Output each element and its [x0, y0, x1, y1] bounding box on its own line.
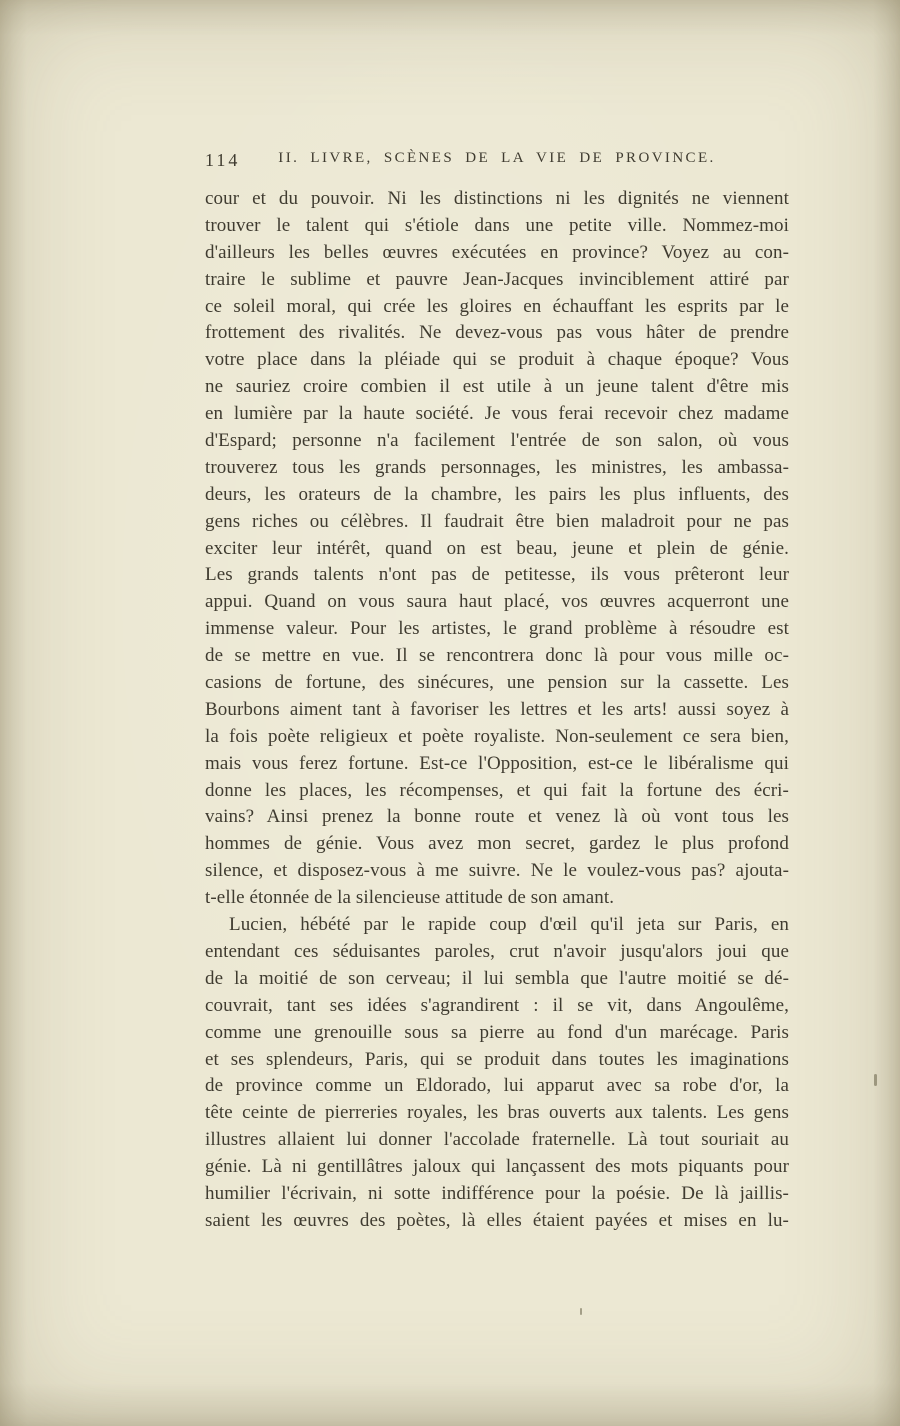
text-line: hommes de génie. Vous avez mon secret, gardez le plus profond [205, 833, 789, 855]
text-line: vains? Ainsi prenez la bonne route et venez là où vont tous les [205, 806, 789, 828]
text-line: en lumière par la haute société. Je vous ferai recevoir chez madame [205, 403, 789, 425]
text-line: tête ceinte de pierreries royales, les bras ouverts aux talents. Les gens [205, 1102, 789, 1124]
running-title: II. LIVRE, SCÈNES DE LA VIE DE PROVINCE. [278, 150, 716, 166]
page-number: 114 [205, 150, 241, 170]
text-line: votre place dans la pléiade qui se produit à chaque époque? Vous [205, 349, 789, 371]
text-line: casions de fortune, des sinécures, une pension sur la cassette. Les [205, 672, 789, 694]
text-line: entendant ces séduisantes paroles, crut n'avoir jusqu'alors joui que [205, 940, 789, 962]
text-line: saient les œuvres des poètes, là elles étaient payées et mises en lu- [205, 1209, 789, 1231]
text-line: de la moitié de son cerveau; il lui sembla que l'autre moitié se dé- [205, 967, 789, 989]
text-line: t-elle étonnée de la silencieuse attitude de son amant. [205, 887, 615, 909]
text-line: cour et du pouvoir. Ni les distinctions ni les dignités ne viennent [205, 188, 789, 209]
text-line: et ses splendeurs, Paris, qui se produit dans toutes les imaginations [205, 1048, 789, 1070]
text-line: comme une grenouille sous sa pierre au fond d'un marécage. Paris [205, 1021, 789, 1043]
text-line: la fois poète religieux et poète royaliste. Non-seulement ce sera bien, [205, 725, 789, 747]
text-line: Lucien, hébété par le rapide coup d'œil qu'il jeta sur Paris, en [229, 914, 789, 936]
text-line: d'Espard; personne n'a facilement l'entrée de son salon, où vous [205, 430, 789, 452]
text-line: silence, et disposez-vous à me suivre. Ne le voulez-vous pas? ajouta- [205, 860, 789, 882]
text-line: de province comme un Eldorado, lui apparut avec sa robe d'or, la [205, 1075, 789, 1097]
text-line: couvrait, tant ses idées s'agrandirent : il se vit, dans Angoulême, [205, 994, 789, 1016]
text-line: Les grands talents n'ont pas de petitesse, ils vous prêteront leur [205, 564, 789, 586]
text-line: traire le sublime et pauvre Jean-Jacques invinciblement attiré par [205, 268, 789, 290]
scan-artifact [580, 1308, 582, 1315]
text-line: trouver le talent qui s'étiole dans une petite ville. Nommez-moi [205, 214, 789, 236]
text-line: deurs, les orateurs de la chambre, les pairs les plus influents, des [205, 483, 789, 505]
text-line: de se mettre en vue. Il se rencontrera donc là pour vous mille oc- [205, 645, 789, 667]
text-line: trouverez tous les grands personnages, les ministres, les ambassa- [205, 456, 789, 478]
text-block [205, 150, 789, 1235]
paragraph [205, 912, 789, 1235]
text-line: génie. Là ni gentillâtres jaloux qui lançassent des mots piquants pour [205, 1156, 789, 1178]
text-line: illustres allaient lui donner l'accolade fraternelle. Là tout souriait au [205, 1129, 789, 1151]
page-text [205, 186, 789, 1235]
text-line: appui. Quand on vous saura haut placé, vos œuvres acquerront une [205, 591, 789, 613]
scan-artifact [874, 1074, 877, 1086]
text-line: immense valeur. Pour les artistes, le grand problème à résoudre est [205, 618, 789, 640]
text-line: ne sauriez croire combien il est utile à un jeune talent d'être mis [205, 376, 789, 398]
text-line: mais vous ferez fortune. Est-ce l'Opposition, est-ce le libéralisme qui [205, 752, 789, 774]
page-header [205, 150, 789, 172]
text-line: exciter leur intérêt, quand on est beau, jeune et plein de génie. [205, 537, 789, 559]
text-line: Bourbons aiment tant à favoriser les lettres et les arts! aussi soyez à [205, 698, 789, 720]
text-line: frottement des rivalités. Ne devez-vous pas vous hâter de prendre [205, 322, 789, 344]
text-line: donne les places, les récompenses, et qui fait la fortune des écri- [205, 779, 789, 801]
paragraph [205, 186, 789, 912]
text-line: gens riches ou célèbres. Il faudrait être bien maladroit pour ne pas [205, 510, 789, 532]
text-line: ce soleil moral, qui crée les gloires en échauffant les esprits par le [205, 295, 789, 317]
text-line: d'ailleurs les belles œuvres exécutées en province? Voyez au con- [205, 241, 789, 263]
text-line: humilier l'écrivain, ni sotte indifférence pour la poésie. De là jaillis- [205, 1182, 789, 1204]
